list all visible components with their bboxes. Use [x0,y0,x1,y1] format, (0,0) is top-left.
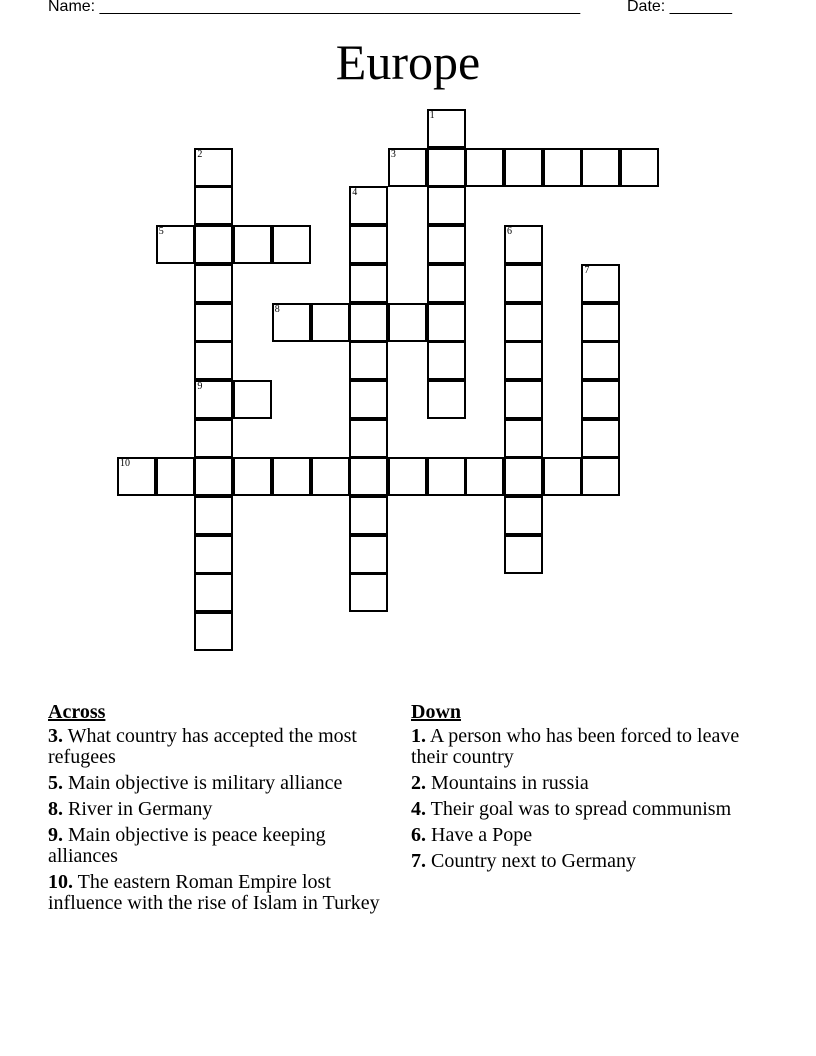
crossword-cell[interactable] [349,225,388,264]
crossword-cell[interactable] [233,380,272,419]
crossword-cell[interactable] [581,457,620,496]
cell-number: 8 [274,303,280,315]
crossword-cell[interactable] [117,457,156,496]
across-clue-3 [48,726,388,768]
crossword-cell[interactable] [427,380,466,419]
crossword-cell[interactable] [194,341,233,380]
crossword-cell[interactable] [504,380,543,419]
crossword-cell[interactable] [581,264,620,303]
cell-number: 9 [197,380,203,392]
crossword-cell[interactable] [156,225,195,264]
crossword-cell[interactable] [581,148,620,187]
clue-number: 5. [48,772,63,794]
cell-number: 2 [197,148,203,160]
crossword-cell[interactable] [388,457,427,496]
clue-text: Their goal was to spread communism [426,798,732,820]
down-clue-6 [411,825,751,846]
crossword-cell[interactable] [156,457,195,496]
crossword-cell[interactable] [504,264,543,303]
down-clue-7 [411,851,751,872]
crossword-cell[interactable] [427,264,466,303]
clue-number: 2. [411,772,426,794]
crossword-cell[interactable] [233,225,272,264]
crossword-cell[interactable] [349,341,388,380]
clue-text: Country next to Germany [426,850,636,872]
clue-number: 4. [411,798,426,820]
crossword-cell[interactable] [194,186,233,225]
crossword-cell[interactable] [349,496,388,535]
clue-text: A person who has been forced to leave their country [411,725,740,768]
cell-number: 4 [352,187,358,199]
crossword-cell[interactable] [388,148,427,187]
across-heading: Across [48,701,106,723]
across-clue-9 [48,825,388,867]
crossword-cell[interactable] [349,419,388,458]
down-clue-2 [411,773,751,794]
clue-number: 10. [48,871,73,893]
clue-text: Main objective is peace keeping alliances [48,824,326,867]
cell-number: 3 [390,148,396,160]
clue-number: 1. [411,725,426,747]
crossword-cell[interactable] [194,535,233,574]
crossword-cell[interactable] [427,186,466,225]
crossword-cell[interactable] [504,419,543,458]
crossword-cell[interactable] [349,573,388,612]
crossword-cell[interactable] [581,303,620,342]
crossword-cell[interactable] [311,303,350,342]
crossword-cell[interactable] [194,148,233,187]
crossword-cell[interactable] [504,496,543,535]
crossword-cell[interactable] [194,419,233,458]
crossword-cell[interactable] [504,457,543,496]
crossword-cell[interactable] [272,303,311,342]
clue-number: 9. [48,824,63,846]
clue-text: What country has accepted the most refugees [48,725,357,768]
clue-number: 7. [411,850,426,872]
clue-text: Have a Pope [426,824,533,846]
crossword-cell[interactable] [194,225,233,264]
down-clue-4 [411,799,751,820]
crossword-cell[interactable] [581,341,620,380]
crossword-cell[interactable] [349,535,388,574]
crossword-cell[interactable] [194,496,233,535]
date-field-label: Date: _______ [627,0,732,15]
crossword-cell[interactable] [272,457,311,496]
crossword-cell[interactable] [504,148,543,187]
across-clue-10 [48,872,388,914]
crossword-cell[interactable] [349,264,388,303]
crossword-cell[interactable] [620,148,659,187]
crossword-cell[interactable] [427,109,466,148]
clue-number: 6. [411,824,426,846]
crossword-cell[interactable] [194,457,233,496]
cell-number: 1 [429,110,435,121]
crossword-cell[interactable] [504,535,543,574]
cell-number: 6 [507,226,512,238]
crossword-cell[interactable] [465,457,504,496]
crossword-cell[interactable] [272,225,311,264]
across-clue-8 [48,799,388,820]
crossword-cell[interactable] [427,457,466,496]
across-clue-5 [48,773,388,794]
across-clues [48,702,388,919]
crossword-cell[interactable] [543,148,582,187]
crossword-cell[interactable] [311,457,350,496]
crossword-cell[interactable] [543,457,582,496]
clue-text: The eastern Roman Empire lost influence with the rise of Islam in Turkey [48,871,380,914]
crossword-cell[interactable] [194,612,233,651]
clue-number: 3. [48,725,63,747]
crossword-cell[interactable] [194,303,233,342]
crossword-cell[interactable] [427,148,466,187]
clue-text: Mountains in russia [426,772,589,794]
crossword-cell[interactable] [388,303,427,342]
clue-number: 8. [48,798,63,820]
down-clues [411,702,751,877]
down-heading: Down [411,701,462,723]
cell-number: 10 [120,458,130,470]
crossword-cell[interactable] [427,303,466,342]
crossword-cell[interactable] [581,380,620,419]
crossword-cell[interactable] [349,457,388,496]
crossword-cell[interactable] [194,573,233,612]
crossword-cell[interactable] [581,419,620,458]
crossword-cell[interactable] [427,341,466,380]
crossword-cell[interactable] [349,380,388,419]
crossword-cell[interactable] [465,148,504,187]
crossword-cell[interactable] [504,303,543,342]
cell-number: 7 [584,264,590,276]
crossword-cell[interactable] [233,457,272,496]
name-field-label: Name: ______________________________________________________ [48,0,581,15]
crossword-cell[interactable] [194,380,233,419]
clue-text: Main objective is military alliance [63,772,343,794]
crossword-cell[interactable] [349,303,388,342]
crossword-cell[interactable] [504,341,543,380]
cell-number: 5 [158,226,164,238]
clue-text: River in Germany [63,798,213,820]
page-title: Europe [335,34,481,90]
crossword-cell[interactable] [427,225,466,264]
crossword-cell[interactable] [194,264,233,303]
down-clue-1 [411,726,751,768]
crossword-cell[interactable] [504,225,543,264]
crossword-cell[interactable] [349,186,388,225]
